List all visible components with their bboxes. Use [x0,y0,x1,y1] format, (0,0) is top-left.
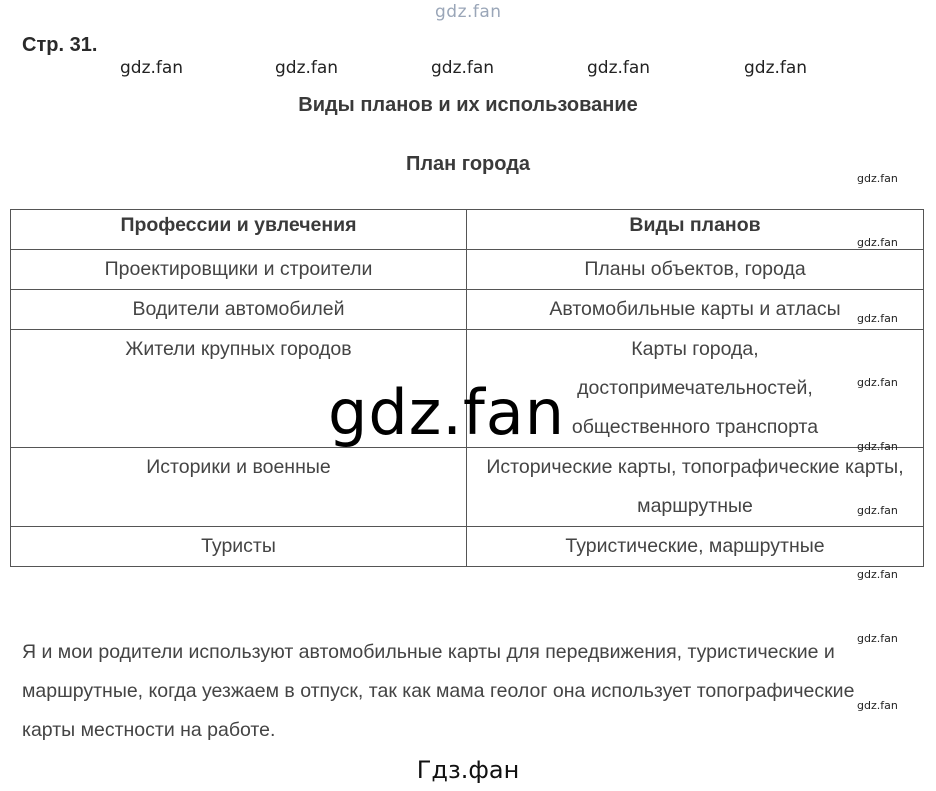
watermark-side: gdz.fan [857,504,898,517]
table-row [11,448,924,527]
answer-paragraph: Я и мои родители используют автомобильные карты для передвижения, туристические и маршрутные, когда уезжаем в отпуск, так как мама геолог она использует топографические карты местности на работе. [22,641,855,741]
watermark-side: gdz.fan [857,632,898,645]
watermark-side: gdz.fan [857,312,898,325]
table-row [11,250,924,290]
table-row [11,527,924,567]
table-cell: Исторические карты, топографические карты, маршрутные [467,448,924,527]
watermark-text: gdz.fan [587,58,651,78]
table-cell: Проектировщики и строители [11,250,467,290]
watermark-side: gdz.fan [857,172,898,185]
table-cell: Историки и военные [11,448,467,527]
table-cell: Водители автомобилей [11,290,467,330]
table-cell: Жители крупных городов [11,330,467,448]
footer-watermark: Гдз.фан [416,756,520,784]
table-cell: Туристы [11,527,467,567]
watermark-side: gdz.fan [857,440,898,453]
watermark-side: gdz.fan [857,568,898,581]
watermark-text: gdz.fan [275,58,339,78]
watermark-top: gdz.fan [435,2,502,22]
table-cell: Туристические, маршрутные [467,527,924,567]
watermark-side: gdz.fan [857,699,898,712]
table-cell: Планы объектов, города [467,250,924,290]
table-cell: Автомобильные карты и атласы [467,290,924,330]
page-number: Стр. 31. [22,34,98,56]
table-header-row [11,210,924,250]
watermark-side: gdz.fan [857,236,898,249]
watermark-text: gdz.fan [744,58,808,78]
column-header: Профессии и увлечения [11,210,467,250]
column-header: Виды планов [467,210,924,250]
watermark-text: gdz.fan [431,58,495,78]
watermark-side: gdz.fan [857,376,898,389]
table-cell: Карты города, достопримечательностей, общественного транспорта [467,330,924,448]
watermark-text: gdz.fan [120,58,184,78]
section-title: План города [405,153,531,175]
watermark-large: gdz.fan [328,376,566,449]
table-row [11,290,924,330]
page-title: Виды планов и их использование [298,94,638,116]
